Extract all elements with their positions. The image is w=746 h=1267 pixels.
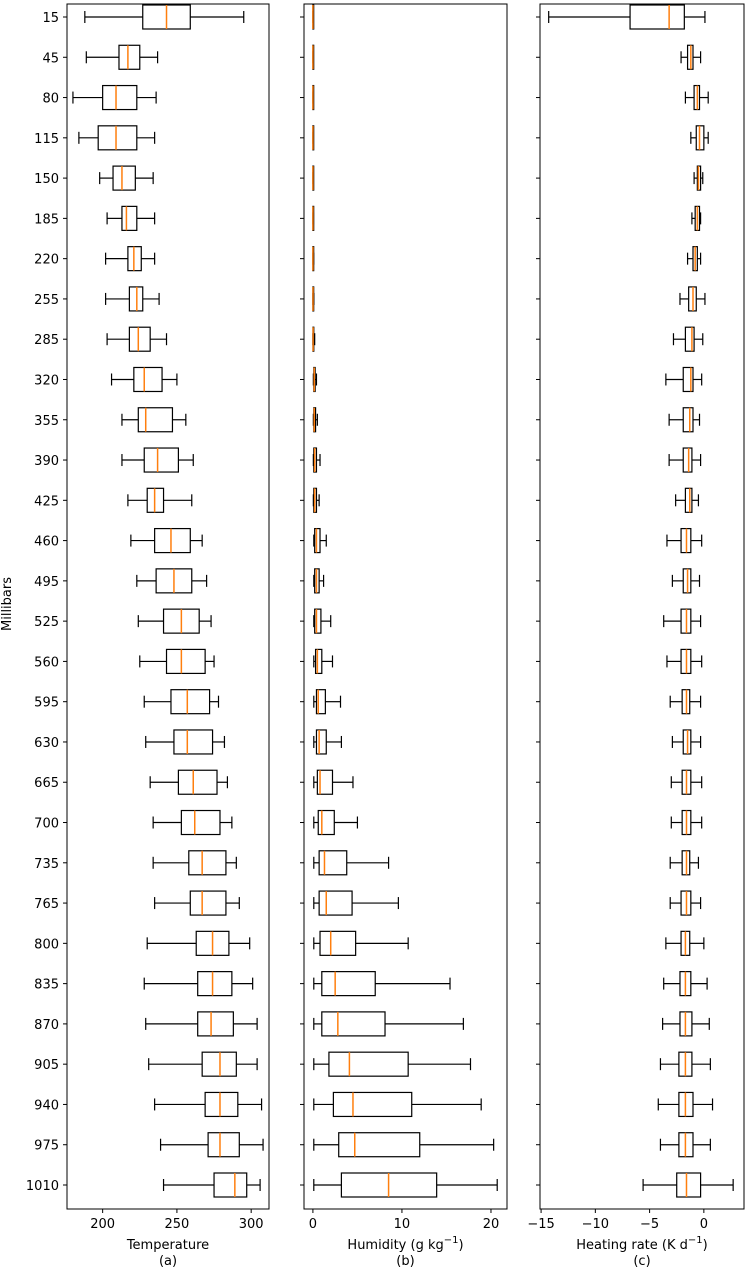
iqr-box: [685, 327, 694, 351]
box-460: [131, 529, 202, 553]
box-115: [313, 126, 314, 150]
y-tick-label: 665: [34, 776, 59, 792]
box-115: [79, 126, 155, 150]
box-525: [314, 609, 331, 633]
iqr-box: [98, 126, 137, 150]
y-tick-label: 595: [34, 695, 59, 711]
axes-frame: [540, 4, 744, 1209]
iqr-box: [319, 891, 352, 915]
box-765: [670, 891, 700, 915]
box-220: [106, 247, 155, 271]
y-tick-label: 220: [34, 252, 59, 268]
iqr-box: [198, 972, 232, 996]
box-15: [549, 5, 705, 29]
y-tick-label: 495: [34, 574, 59, 590]
box-870: [314, 1012, 464, 1036]
x-tick-label: −10: [581, 1217, 610, 1232]
box-495: [672, 569, 699, 593]
box-735: [153, 851, 236, 875]
iqr-box: [103, 86, 137, 110]
box-185: [107, 206, 155, 230]
box-800: [314, 931, 408, 955]
box-595: [670, 690, 700, 714]
box-390: [122, 448, 193, 472]
box-150: [313, 166, 314, 190]
x-tick-label: 0: [699, 1217, 708, 1232]
y-tick-label: 285: [34, 333, 59, 349]
x-axis-label: Heating rate (K $d^{-1}$): [576, 1235, 708, 1253]
iqr-box: [174, 730, 213, 754]
iqr-box: [630, 5, 684, 29]
x-tick-label: 300: [238, 1217, 264, 1232]
y-tick-label: 700: [34, 816, 59, 832]
x-axis-label-tail: ): [458, 1238, 464, 1253]
y-tick-label: 115: [34, 131, 59, 147]
box-665: [671, 770, 701, 794]
iqr-box: [167, 649, 206, 673]
box-560: [140, 649, 214, 673]
x-tick-label: 0: [308, 1217, 318, 1232]
y-tick-label: 835: [34, 977, 59, 993]
iqr-box: [677, 1173, 701, 1197]
y-tick-label: 735: [34, 856, 59, 872]
y-tick-label: 975: [34, 1138, 59, 1154]
box-220: [313, 247, 314, 271]
y-tick-label: 150: [34, 172, 59, 188]
iqr-box: [198, 1012, 234, 1036]
iqr-box: [181, 811, 220, 835]
box-495: [137, 569, 207, 593]
box-390: [313, 448, 320, 472]
box-905: [149, 1052, 257, 1076]
box-185: [313, 206, 314, 230]
iqr-box: [318, 811, 334, 835]
box-735: [670, 851, 698, 875]
iqr-box: [322, 972, 375, 996]
box-45: [313, 45, 314, 69]
iqr-box: [329, 1052, 408, 1076]
box-975: [161, 1133, 263, 1157]
y-tick-label: 800: [34, 937, 59, 953]
panel-heating-rate: [527, 4, 744, 1267]
iqr-box: [339, 1133, 420, 1157]
panel-label: (a): [158, 1254, 178, 1267]
x-tick-label: 20: [482, 1217, 500, 1232]
iqr-box: [134, 367, 162, 391]
iqr-box: [113, 166, 135, 190]
iqr-box: [178, 770, 217, 794]
iqr-box: [319, 851, 347, 875]
box-975: [314, 1133, 494, 1157]
box-525: [664, 609, 701, 633]
box-425: [313, 488, 319, 512]
box-940: [314, 1092, 481, 1116]
box-905: [314, 1052, 471, 1076]
y-tick-label: 80: [42, 91, 59, 107]
iqr-box: [205, 1092, 238, 1116]
box-835: [314, 972, 450, 996]
box-765: [314, 891, 399, 915]
panel-humidity: [300, 4, 507, 1267]
box-115: [691, 126, 708, 150]
y-tick-label: 630: [34, 735, 59, 751]
y-tick-label: 425: [34, 494, 59, 510]
box-940: [658, 1092, 712, 1116]
box-975: [660, 1133, 710, 1157]
box-185: [692, 206, 701, 230]
box-320: [666, 367, 702, 391]
box-285: [673, 327, 702, 351]
panel-label: (b): [396, 1254, 415, 1267]
y-tick-label: 1010: [25, 1179, 59, 1194]
iqr-box: [144, 448, 178, 472]
box-255: [680, 287, 705, 311]
box-630: [672, 730, 700, 754]
iqr-box: [189, 851, 226, 875]
box-700: [314, 811, 358, 835]
box-80: [313, 86, 314, 110]
box-150: [694, 166, 703, 190]
box-630: [146, 730, 225, 754]
y-tick-label: 525: [34, 615, 59, 631]
iqr-box: [316, 730, 326, 754]
y-tick-label: 390: [34, 454, 59, 470]
box-1010: [314, 1173, 497, 1197]
x-tick-label: 10: [393, 1217, 411, 1232]
box-425: [676, 488, 699, 512]
box-80: [73, 86, 156, 110]
box-560: [314, 649, 333, 673]
box-665: [150, 770, 227, 794]
box-425: [128, 488, 192, 512]
box-560: [667, 649, 702, 673]
y-tick-label: 255: [34, 292, 59, 308]
x-axis-label: Temperature: [126, 1238, 210, 1253]
box-1010: [164, 1173, 261, 1197]
iqr-box: [208, 1133, 239, 1157]
y-axis-label: Millibars: [0, 577, 15, 631]
box-595: [144, 690, 218, 714]
box-870: [146, 1012, 257, 1036]
x-axis-label-superscript: −1: [687, 1235, 703, 1246]
iqr-box: [320, 931, 356, 955]
box-355: [669, 408, 699, 432]
iqr-box: [333, 1092, 411, 1116]
iqr-box: [138, 408, 172, 432]
box-285: [313, 327, 315, 351]
axes-frame: [67, 4, 269, 1209]
box-835: [664, 972, 707, 996]
x-tick-label: −5: [640, 1217, 660, 1232]
x-axis-label-tail: ): [702, 1238, 708, 1253]
iqr-box: [190, 891, 226, 915]
y-tick-label: 460: [34, 534, 59, 550]
box-220: [688, 247, 701, 271]
y-tick-label: 870: [34, 1017, 59, 1033]
box-255: [313, 287, 314, 311]
box-800: [666, 931, 704, 955]
box-390: [669, 448, 700, 472]
iqr-box: [122, 206, 137, 230]
y-tick-label: 355: [34, 413, 59, 429]
y-tick-label: 940: [34, 1098, 59, 1114]
x-axis-label-superscript: −1: [443, 1235, 459, 1246]
iqr-box: [685, 488, 692, 512]
box-700: [671, 811, 701, 835]
y-tick-label: 15: [42, 11, 59, 26]
box-765: [155, 891, 240, 915]
iqr-box: [683, 408, 693, 432]
box-80: [685, 86, 708, 110]
box-15: [313, 5, 314, 29]
y-tick-label: 45: [42, 51, 59, 67]
panel-temperature: [26, 4, 269, 1267]
box-320: [112, 367, 177, 391]
box-800: [147, 931, 249, 955]
box-355: [122, 408, 186, 432]
iqr-box: [315, 609, 321, 633]
y-tick-label: 905: [34, 1058, 59, 1074]
box-735: [314, 851, 389, 875]
box-905: [660, 1052, 710, 1076]
box-495: [314, 569, 324, 593]
box-150: [100, 166, 153, 190]
x-tick-label: 250: [164, 1217, 190, 1232]
y-tick-label: 765: [34, 897, 59, 913]
y-tick-label: 320: [34, 373, 59, 389]
axes-frame: [304, 4, 507, 1209]
box-940: [155, 1092, 262, 1116]
box-525: [138, 609, 211, 633]
box-665: [314, 770, 353, 794]
y-tick-label: 185: [34, 212, 59, 228]
box-595: [314, 690, 341, 714]
box-45: [681, 45, 701, 69]
box-320: [313, 367, 316, 391]
box-255: [106, 287, 159, 311]
box-460: [667, 529, 702, 553]
box-460: [314, 529, 326, 553]
iqr-box: [171, 690, 210, 714]
box-835: [144, 972, 252, 996]
box-355: [313, 408, 317, 432]
x-axis-label: Humidity (g $kg^{-1}$): [347, 1235, 464, 1253]
x-tick-label: −15: [527, 1217, 555, 1232]
box-870: [663, 1012, 710, 1036]
iqr-box: [315, 529, 320, 553]
iqr-box: [316, 649, 322, 673]
iqr-box: [322, 1012, 385, 1036]
box-45: [86, 45, 157, 69]
box-630: [314, 730, 342, 754]
iqr-box: [683, 448, 692, 472]
box-700: [153, 811, 232, 835]
iqr-box: [214, 1173, 247, 1197]
panel-label: (c): [633, 1254, 651, 1267]
box-15: [85, 5, 244, 29]
x-tick-label: 200: [90, 1217, 116, 1232]
iqr-box: [119, 45, 140, 69]
box-1010: [643, 1173, 733, 1197]
iqr-box: [129, 327, 150, 351]
box-285: [107, 327, 166, 351]
y-tick-label: 560: [34, 655, 59, 671]
iqr-box: [155, 529, 191, 553]
